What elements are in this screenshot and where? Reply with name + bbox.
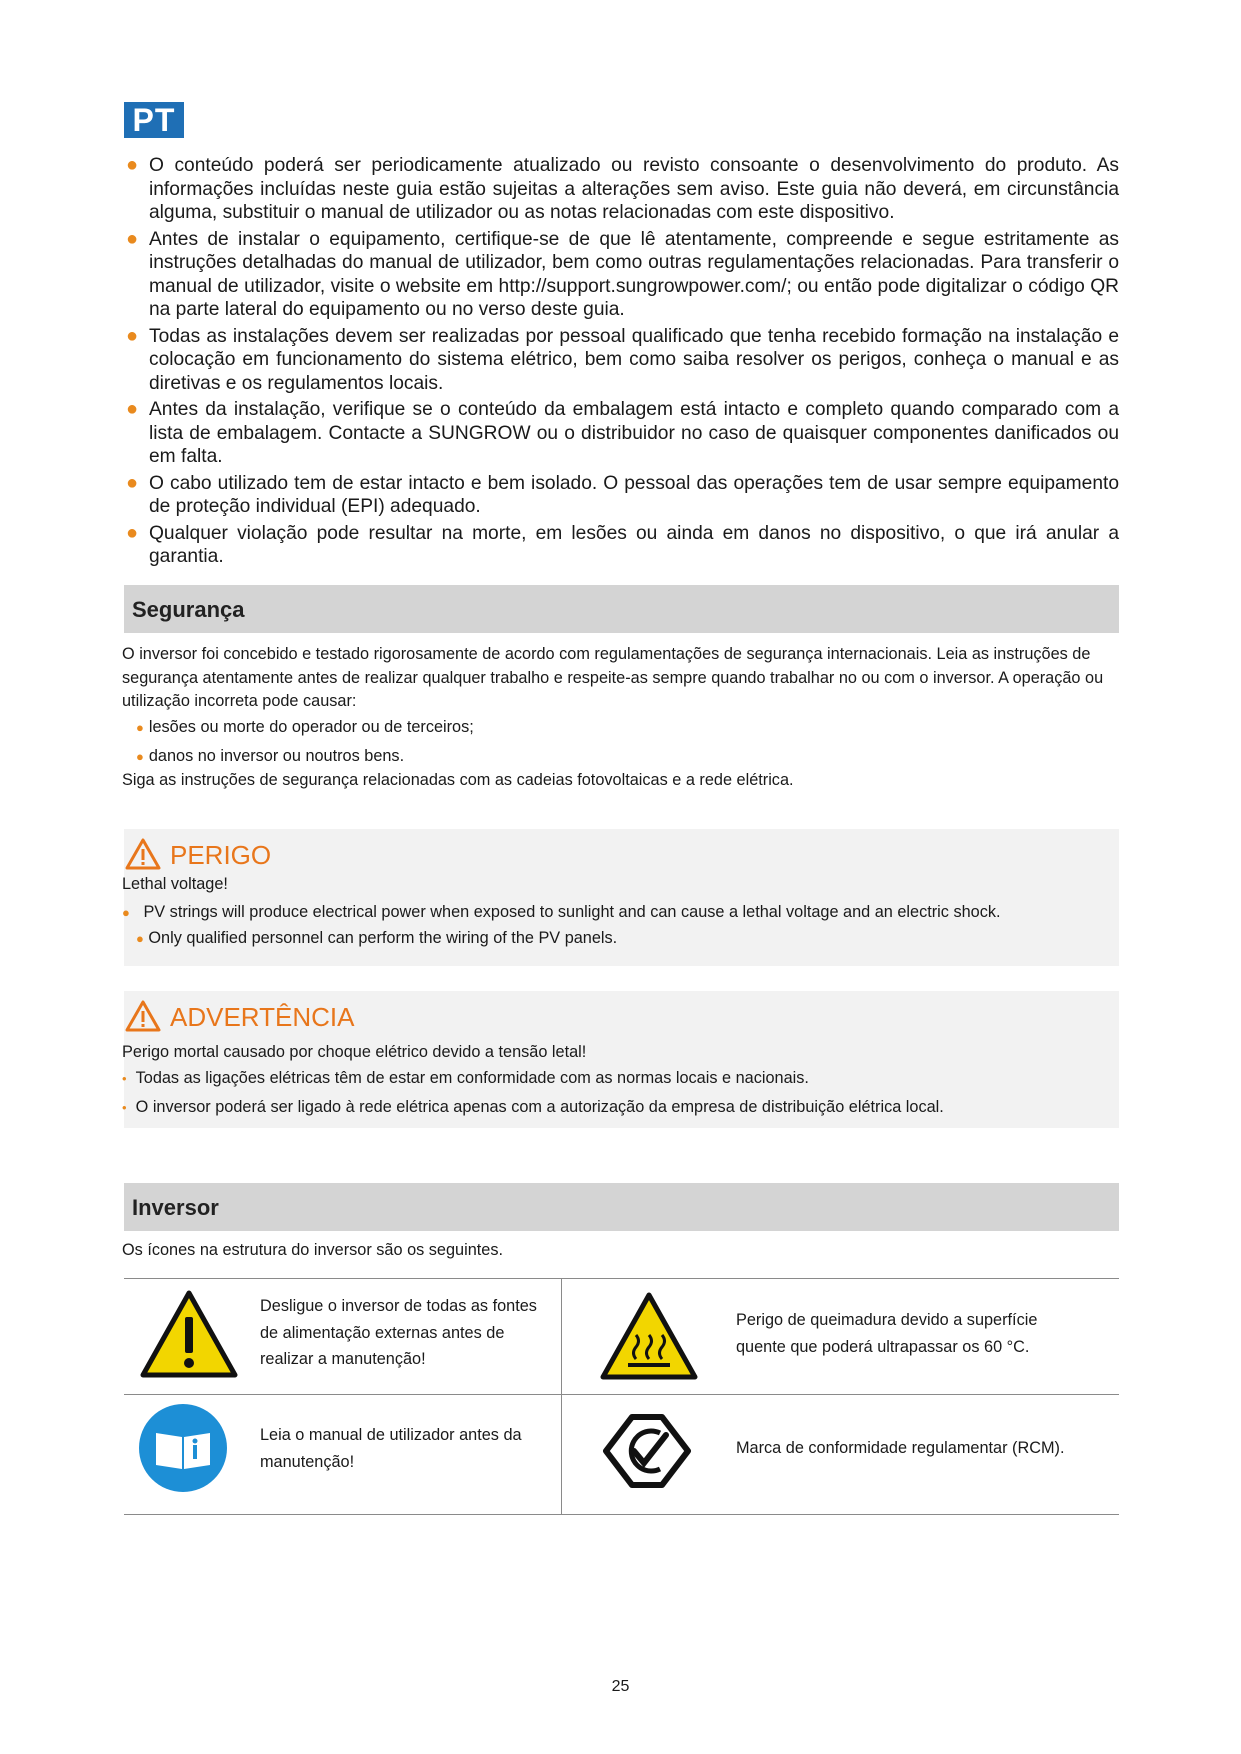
intro-bullet: ● Qualquer violação pode resultar na morte, em lesões ou ainda em danos no dispositivo, o que irá anular a garantia. — [126, 521, 1119, 567]
warning-label: ADVERTÊNCIA — [170, 1002, 355, 1032]
bullet-dot-icon: ● — [126, 324, 139, 347]
warning-bullet: • O inversor poderá ser ligado à rede elétrica apenas com a autorização da empresa de distribuição elétrica local. — [122, 1098, 944, 1116]
intro-bullet: ● Todas as instalações devem ser realizadas por pessoal qualificado que tenha recebido formação na instalação e colocação em funcionamento do sistema elétrico, bem como saiba resolver os perigos, conheça o manual e as diretivas e os regulamentos locais. — [126, 324, 1119, 394]
safety-bullet: ● lesões ou morte do operador ou de terceiros; — [136, 718, 474, 736]
warning-headline: Perigo mortal causado por choque elétrico devido a tensão letal! — [122, 1043, 587, 1061]
intro-bullet: ● O cabo utilizado tem de estar intacto e bem isolado. O pessoal das operações tem de usar sempre equipamento de proteção individual (EPI) adequado. — [126, 471, 1119, 517]
bullet-dot-icon: ● — [122, 905, 130, 920]
table-row-divider — [124, 1394, 1119, 1395]
inverter-intro: Os ícones na estrutura do inversor são os seguintes. — [122, 1241, 504, 1259]
danger-bullet: ● PV strings will produce electrical power when exposed to sunlight and can cause a lethal voltage and an electric shock. — [122, 903, 1001, 921]
bullet-dot-icon: ● — [126, 398, 139, 420]
read-manual-icon — [138, 1403, 228, 1493]
bullet-dot-icon: ● — [126, 154, 139, 176]
safety-bullet-list — [136, 716, 474, 774]
intro-bullet-list — [124, 154, 1119, 572]
warning-triangle-icon — [124, 999, 162, 1033]
intro-bullet: ● O conteúdo poderá ser periodicamente atualizado ou revisto consoante o desenvolvimento do produto. As informações incluídas neste guia estão sujeitas a alterações sem aviso. Este guia não deverá, em circunstância alguma, substituir o manual de utilizador ou as notas relacionadas com este dispositivo. — [126, 154, 1119, 223]
hot-surface-text: Perigo de queimadura devido a superfície quente que poderá ultrapassar os 60 °C. — [736, 1311, 1038, 1356]
safety-paragraph: O inversor foi concebido e testado rigorosamente de acordo com regulamentações de segurança internacionais. Leia as instruções de segurança atentamente antes de realizar qualquer trabalho e respeite-as sempre quando trabalhar no ou com o inversor. A operação ou utilização incorreta pode causar: — [122, 645, 1104, 710]
rcm-mark-text: Marca de conformidade regulamentar (RCM). — [736, 1439, 1065, 1457]
read-manual-text: Leia o manual de utilizador antes da manutenção! — [260, 1426, 522, 1471]
hot-surface-icon — [600, 1291, 698, 1383]
general-warning-icon — [140, 1289, 238, 1381]
bullet-dot-icon: • — [122, 1071, 127, 1086]
intro-bullet: ● Antes de instalar o equipamento, certifique-se de que lê atentamente, compreende e segue estritamente as instruções detalhadas do manual de utilizador, bem como outras regulamentações relacionadas. Para transferir o manual de utilizador, visite o website em http://support.sungrowpower.com/; ou então pode digitalizar o código QR na parte lateral do equipamento ou no verso deste guia. — [126, 227, 1119, 320]
warning-bullet: • Todas as ligações elétricas têm de estar em conformidade com as normas locais e nacionais. — [122, 1069, 809, 1087]
warning-triangle-icon — [124, 837, 162, 871]
bullet-dot-icon: ● — [136, 931, 144, 946]
danger-box — [124, 829, 1119, 966]
language-badge: PT — [124, 102, 184, 138]
bullet-dot-icon: ● — [136, 720, 144, 735]
safety-heading: Segurança — [132, 597, 245, 622]
inverter-heading: Inversor — [132, 1195, 219, 1220]
danger-bullet: ● Only qualified personnel can perform the wiring of the PV panels. — [136, 929, 618, 947]
bullet-dot-icon: • — [122, 1100, 127, 1115]
general-warning-text: Desligue o inversor de todas as fontes de alimentação externas antes de realizar a manutenção! — [260, 1297, 537, 1368]
safety-bullet: ● danos no inversor ou noutros bens. — [136, 747, 405, 765]
intro-bullet: ● Antes da instalação, verifique se o conteúdo da embalagem está intacto e completo quando comparado com a lista de embalagem. Contacte a SUNGROW ou o distribuidor no caso de quaisquer componentes danificados ou em falta. — [126, 398, 1119, 467]
bullet-dot-icon: ● — [126, 227, 139, 250]
warning-box — [124, 991, 1119, 1128]
bullet-dot-icon: ● — [136, 749, 144, 764]
safety-closing: Siga as instruções de segurança relacionadas com as cadeias fotovoltaicas e a rede elétrica. — [122, 771, 794, 789]
bullet-dot-icon: ● — [126, 521, 139, 544]
inverter-icon-table — [124, 1278, 1119, 1515]
page-number: 25 — [611, 1678, 630, 1695]
danger-label: PERIGO — [170, 840, 272, 870]
bullet-dot-icon: ● — [126, 471, 139, 494]
safety-section-header — [124, 585, 1119, 633]
table-column-divider — [561, 1279, 562, 1514]
inverter-section-header — [124, 1183, 1119, 1231]
rcm-mark-icon — [602, 1411, 692, 1491]
danger-headline: Lethal voltage! — [122, 875, 228, 893]
